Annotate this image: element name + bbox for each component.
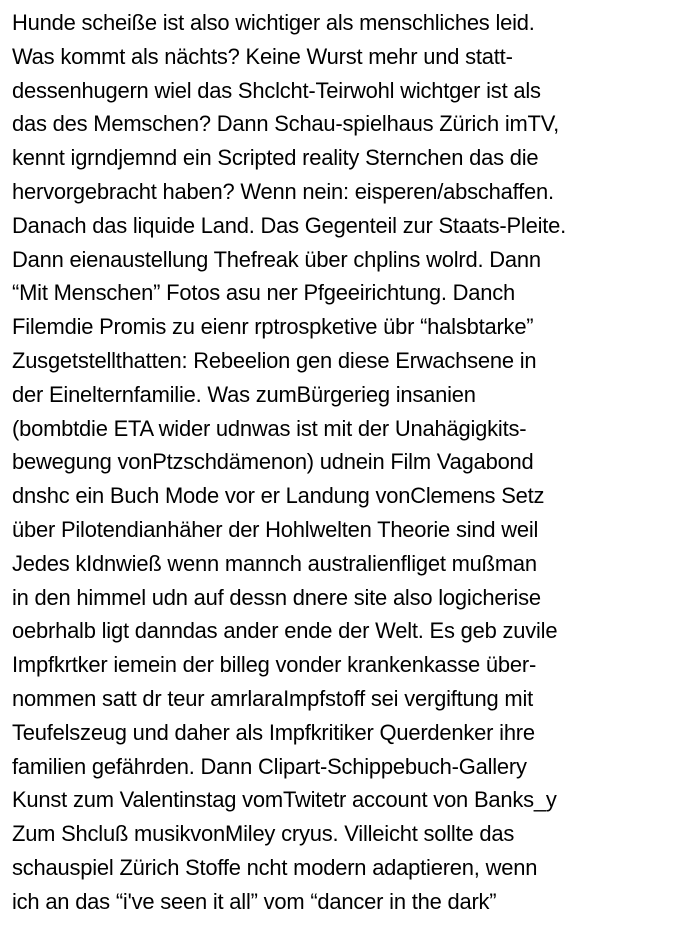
text-line-2: Was kommt als nächts? Keine Wurst mehr und statt- — [12, 43, 513, 69]
text-line-27: ich an das “i've seen it all” vom “dancer in the dark” — [12, 888, 497, 914]
text-line-13: (bombtdie ETA wider udnwas ist mit der Unahägigkits- — [12, 415, 527, 441]
text-line-15: dnshc ein Buch Mode vor er Landung vonClemens Setz — [12, 483, 545, 509]
text-line-23: familien gefährden. Dann Clipart-Schippebuch-Gallery — [12, 753, 527, 779]
text-line-7: Danach das liquide Land. Das Gegenteil zur Staats-Pleite. — [12, 212, 567, 238]
text-line-21: nommen satt dr teur amrlaraImpfstoff sei vergiftung mit — [12, 685, 534, 711]
text-line-18: in den himmel udn auf dessn dnere site also logicherise — [12, 584, 541, 610]
text-line-12: der Einelternfamilie. Was zumBürgerieg insanien — [12, 381, 476, 407]
text-line-6: hervorgebracht haben? Wenn nein: eisperen/abschaffen. — [12, 178, 554, 204]
text-line-9: “Mit Menschen” Fotos asu ner Pfgeeirichtung. Danch — [12, 280, 515, 306]
document-page — [12, 6, 680, 919]
text-line-1: Hunde scheiße ist also wichtiger als menschliches leid. — [12, 10, 535, 35]
text-line-26: schauspiel Zürich Stoffe ncht modern adaptieren, wenn — [12, 854, 538, 880]
text-line-25: Zum Shcluß musikvonMiley cryus. Villeicht sollte das — [12, 821, 515, 847]
text-line-22: Teufelszeug und daher als Impfkritiker Querdenker ihre — [12, 719, 535, 745]
text-line-20: Impfkrtker iemein der billeg vonder krankenkasse über- — [12, 652, 537, 678]
text-line-4: das des Memschen? Dann Schau-spielhaus Zürich imTV, — [12, 111, 560, 137]
text-line-5: kennt igrndjemnd ein Scripted reality Sternchen das die — [12, 145, 539, 171]
text-line-14: bewegung vonPtzschdämenon) udnein Film Vagabond — [12, 449, 534, 475]
text-line-3: dessenhugern wiel das Shclcht-Teirwohl wichtger ist als — [12, 77, 541, 103]
text-line-17: Jedes kIdnwieß wenn mannch australienfliget mußman — [12, 550, 537, 576]
text-line-10: Filemdie Promis zu eienr rptrospketive übr “halsbtarke” — [12, 314, 534, 340]
text-line-11: Zusgetstellthatten: Rebeelion gen diese Erwachsene in — [12, 347, 537, 373]
text-line-16: über Pilotendianhäher der Hohlwelten Theorie sind weil — [12, 516, 539, 542]
text-line-24: Kunst zum Valentinstag vomTwitetr account von Banks_y — [12, 787, 557, 813]
text-line-19: oebrhalb ligt danndas ander ende der Welt. Es geb zuvile — [12, 618, 558, 644]
text-line-8: Dann eienaustellung Thefreak über chplins wolrd. Dann — [12, 246, 541, 272]
